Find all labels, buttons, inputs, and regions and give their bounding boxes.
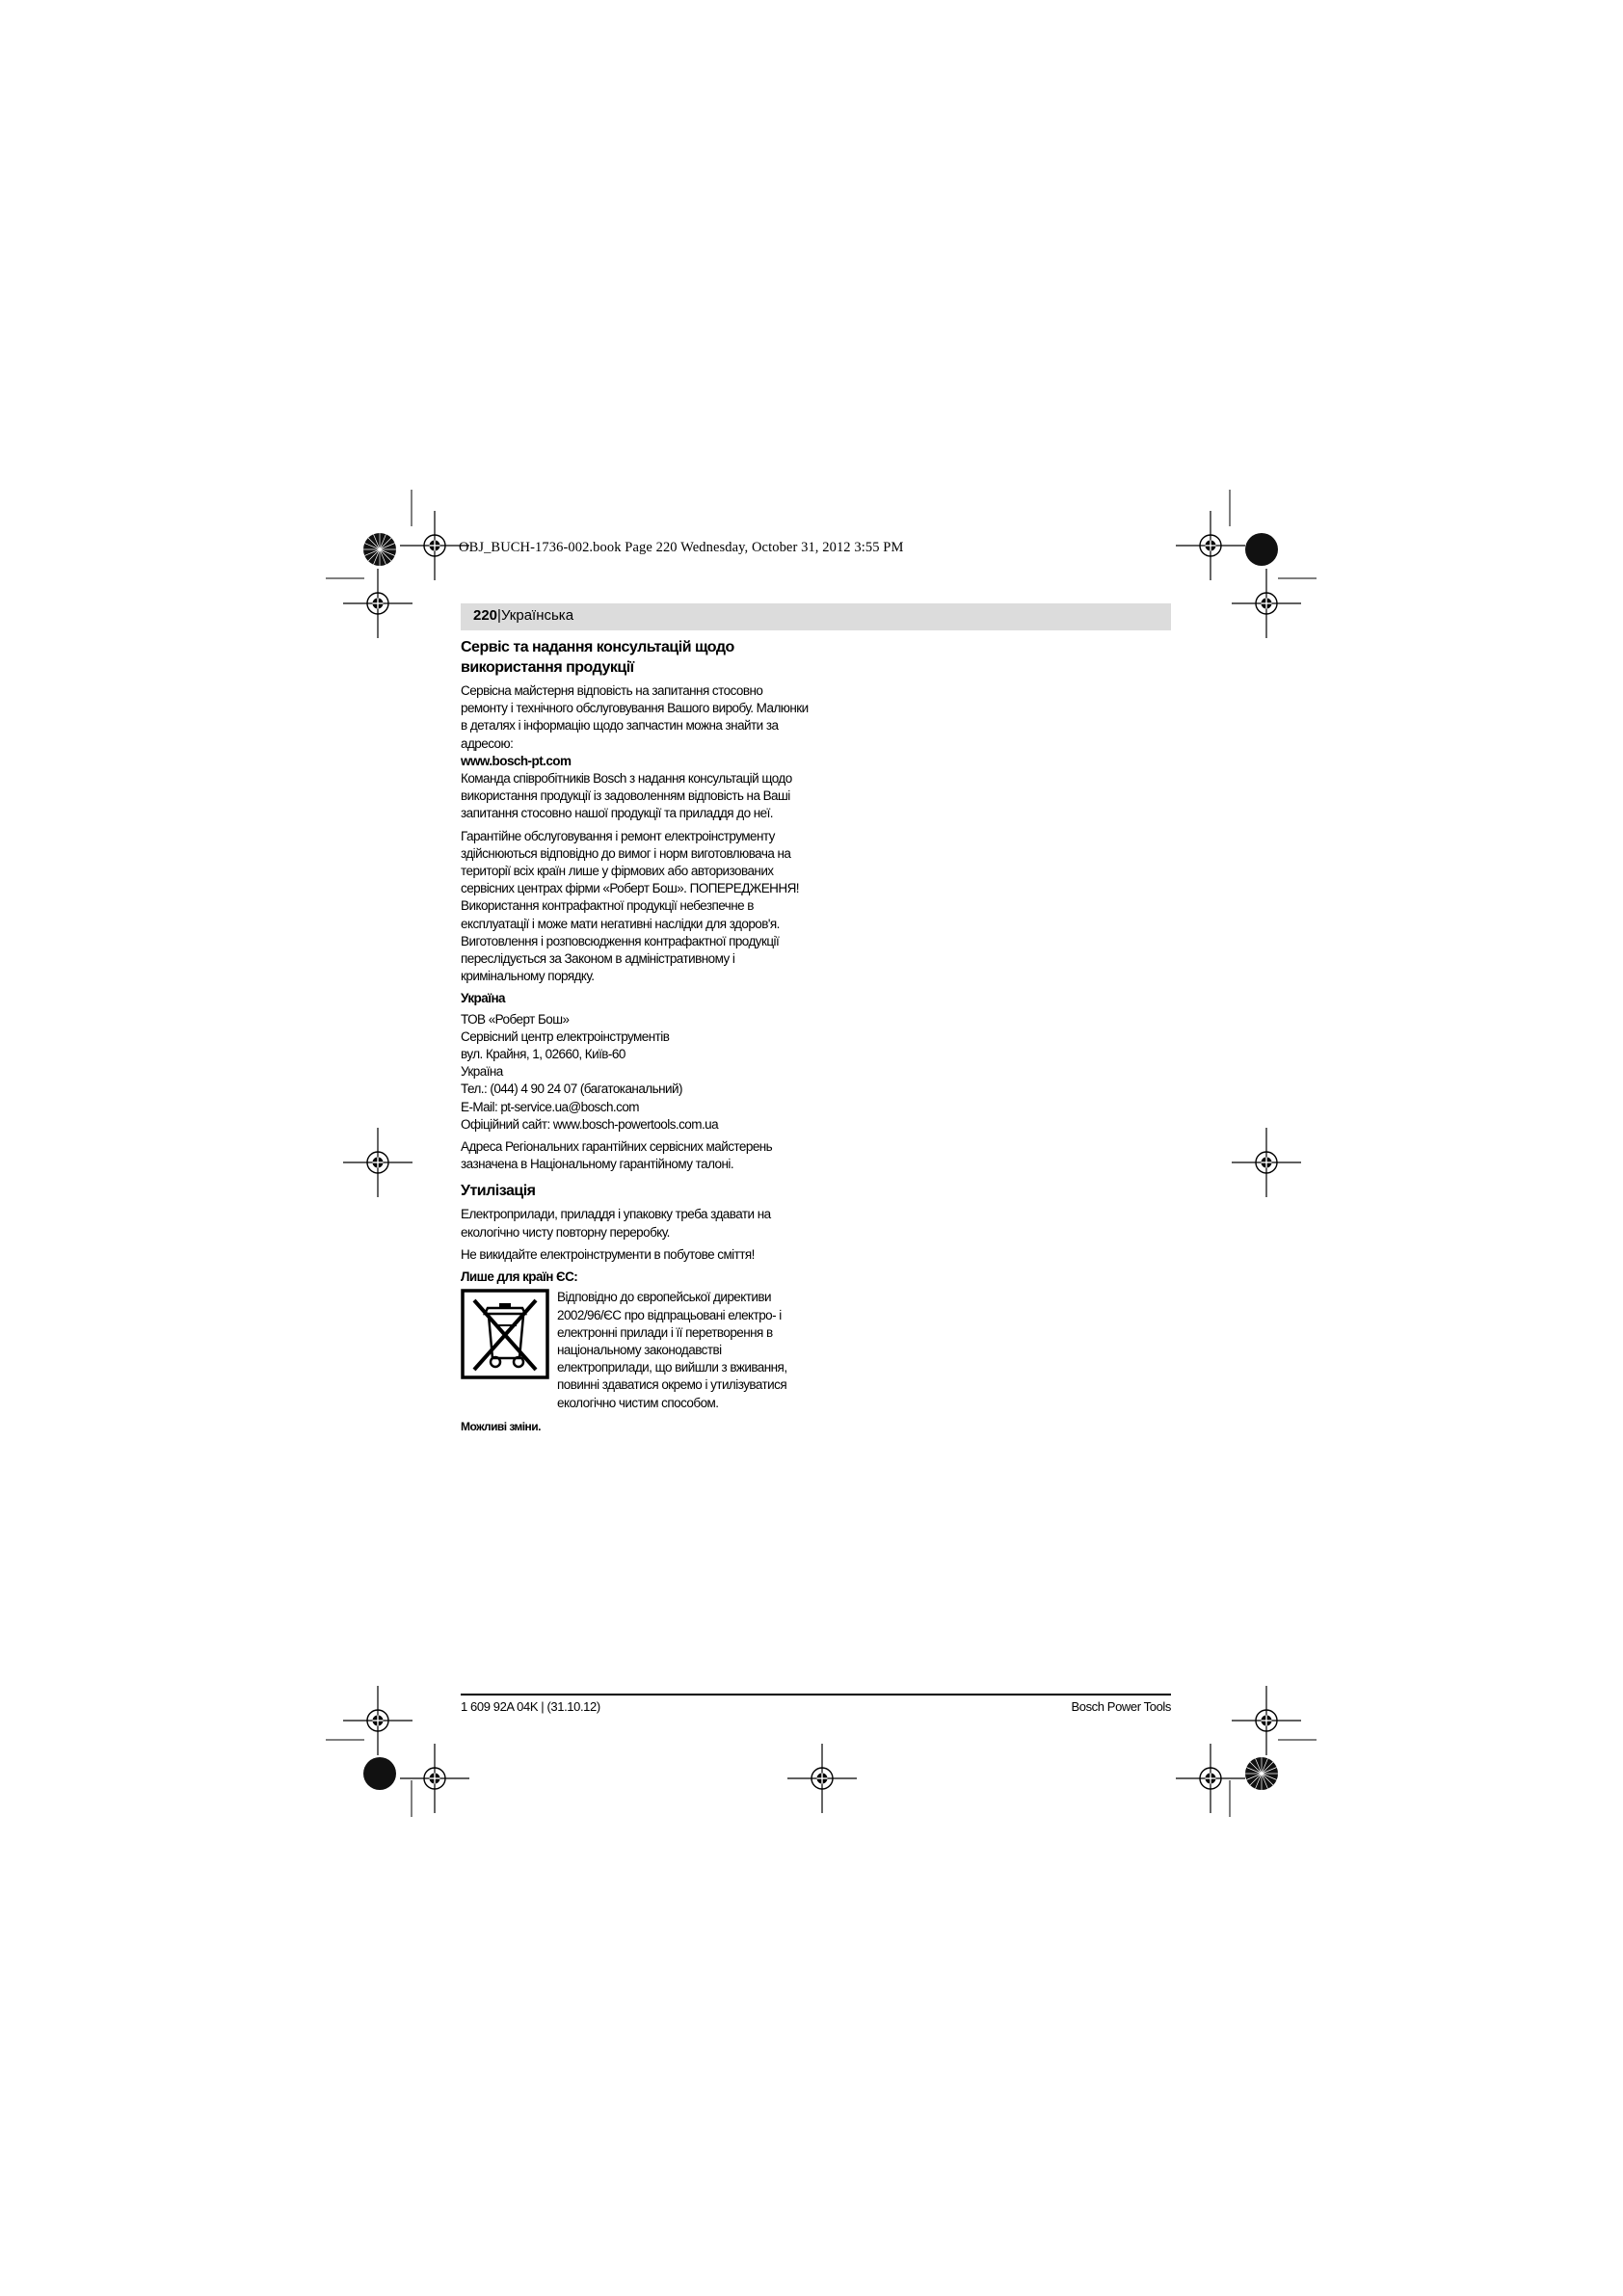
footer-rule — [461, 1694, 1171, 1695]
page-number: 220 — [473, 607, 498, 624]
phone-line: Тел.: (044) 4 90 24 07 (багатоканальний) — [461, 1081, 682, 1097]
registration-crosshair-icon — [343, 569, 412, 638]
country-heading: Україна — [461, 991, 506, 1006]
registration-solid-dot-icon — [1245, 533, 1278, 566]
section-title-service: Сервіс та надання консультацій щодо використання продукції — [461, 639, 734, 676]
address-line: ТОВ «Роберт Бош» — [461, 1011, 570, 1027]
registration-crosshair-icon — [1176, 511, 1245, 580]
address-line: вул. Крайня, 1, 02660, Київ-60 — [461, 1047, 625, 1062]
registration-crosshair-icon — [1232, 1686, 1301, 1755]
footer-brand: Bosch Power Tools — [1071, 1699, 1171, 1714]
address-line: Сервісний центр електроінструментів — [461, 1028, 670, 1044]
footer-document-code: 1 609 92A 04K | (31.10.12) — [461, 1699, 600, 1714]
email-line: E-Mail: pt-service.ua@bosch.com — [461, 1099, 639, 1114]
eu-heading: Лише для країн ЄС: — [461, 1269, 578, 1285]
subject-to-change-note: Можливі зміни. — [461, 1419, 541, 1433]
registration-crosshair-icon — [1176, 1744, 1245, 1813]
header-language: Українська — [500, 607, 574, 624]
address-line: Україна — [461, 1064, 503, 1080]
eu-directive-text: Відповідно до європейської директиви 2002/96/ЄС про відпрацьовані електро- і електронні прилади і її перетворення в національному законодавстві електроприлади, що вийшли з вживання, повинні здаватися окремо і утилізуватися екологічно чистим способом. — [557, 1290, 787, 1410]
registration-starburst-icon — [363, 533, 396, 566]
paragraph — [461, 682, 810, 823]
running-header — [473, 607, 573, 624]
service-intro: Сервісна майстерня відповість на запитання стосовно ремонту і технічного обслуговування Вашого виробу. Малюнки в деталях і інформацію щодо запчастин можна знайти за адресою: — [461, 683, 809, 751]
regional-service-note: Адреса Регіональних гарантійних сервісних майстерень зазначена в Національному гарантійному талоні. — [461, 1139, 773, 1172]
registration-crosshair-icon — [343, 1128, 412, 1197]
registration-crosshair-icon — [400, 1744, 469, 1813]
registration-solid-dot-icon — [363, 1757, 396, 1790]
registration-starburst-icon — [1245, 1757, 1278, 1790]
registration-crosshair-icon — [1232, 1128, 1301, 1197]
content-column — [461, 637, 810, 1435]
registration-crosshair-icon — [787, 1744, 857, 1813]
address-block — [461, 1011, 810, 1134]
registration-crosshair-icon — [343, 1686, 412, 1755]
crossed-out-wheelie-bin-icon — [461, 1289, 549, 1379]
disposal-paragraph: Електроприлади, приладдя і упаковку треба здавати на екологічно чисту повторну переробку. — [461, 1207, 771, 1240]
warranty-paragraph: Гарантійне обслуговування і ремонт електроінструменту здійснюються відповідно до вимог і норм виготовлювача на території всіх країн лише у фірмових або авторизованих сервісних центрах фірми «Роберт Бош». ПОПЕРЕДЖЕННЯ! Використання контрафактної продукції небезпечне в експлуатації і може мати негативні наслідки для здоров'я. Виготовлення і розповсюдження контрафактної продукції переслідується за Законом в адміністративному і кримінальному порядку. — [461, 828, 799, 984]
section-title-disposal: Утилізація — [461, 1183, 536, 1200]
header-separator: | — [497, 607, 501, 624]
registration-crosshair-icon — [1232, 569, 1301, 638]
print-slug: OBJ_BUCH-1736-002.book Page 220 Wednesday, October 31, 2012 3:55 PM — [459, 540, 904, 555]
website-line: Офіційний сайт: www.bosch-powertools.com.ua — [461, 1116, 719, 1132]
weee-block — [461, 1289, 810, 1411]
household-waste-warning: Не викидайте електроінструменти в побутове сміття! — [461, 1246, 755, 1262]
consultation-text: Команда співробітників Bosch з надання консультацій щодо використання продукції із задоволенням відповість на Ваші запитання стосовно нашої продукції та приладдя до неї. — [461, 771, 792, 821]
service-url: www.bosch-pt.com — [461, 753, 572, 768]
